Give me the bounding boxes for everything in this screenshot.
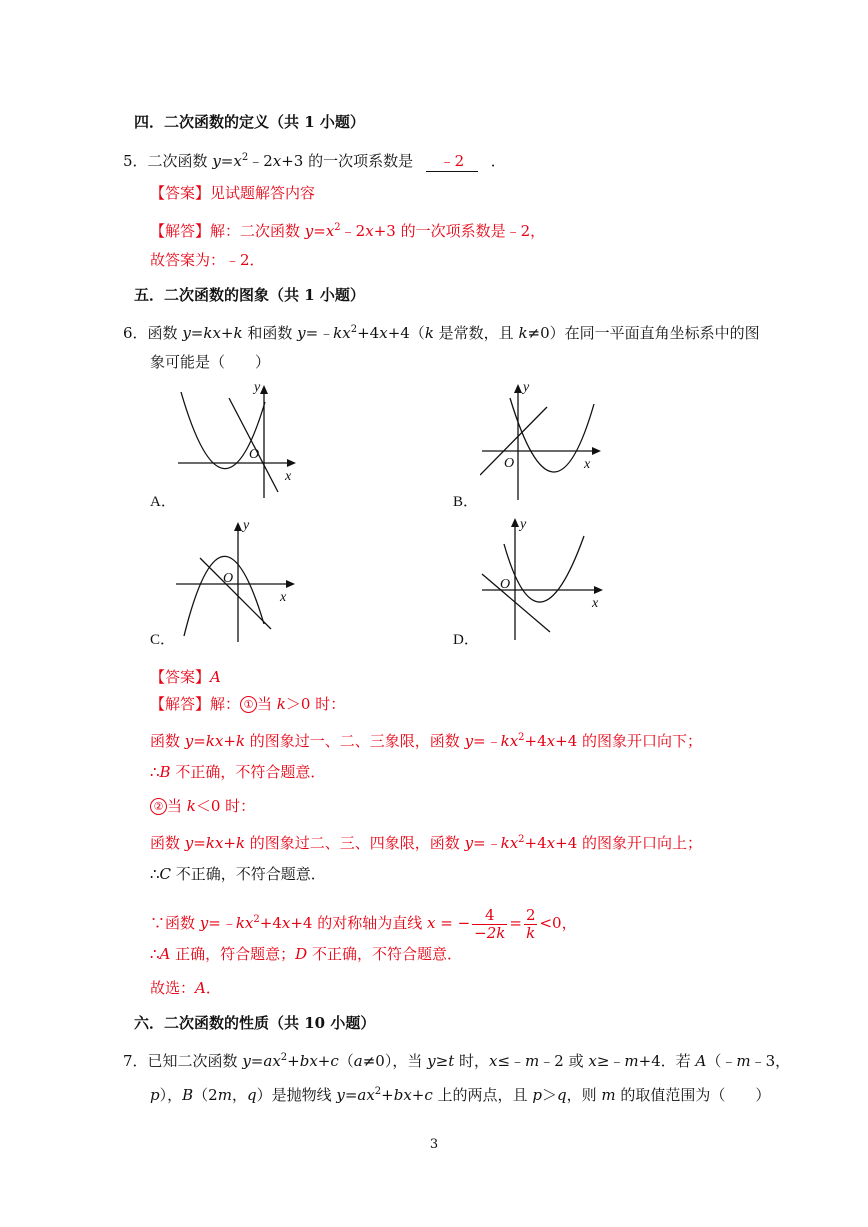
y-axis-label: y [520, 517, 527, 532]
text: 不正确，不符合题意． [307, 945, 462, 963]
x-axis-arrow [592, 447, 601, 455]
y-axis-arrow [511, 518, 519, 527]
text: 二次函数 [147, 152, 213, 170]
text: ∴ [150, 763, 160, 781]
graph-option-b [480, 378, 602, 502]
formula: +bx+c [381, 1086, 433, 1104]
solution-case-2 [150, 796, 255, 816]
solution-line-3 [150, 830, 702, 853]
text: ． [205, 979, 221, 997]
formula: +bx+c [287, 1052, 339, 1070]
question-5-stem [123, 148, 506, 172]
y-axis-label: y [523, 380, 530, 395]
variable: B [159, 763, 171, 781]
variable: k [186, 797, 196, 815]
text: 的图象过一、二、三象限，函数 [245, 732, 465, 750]
variable: y [427, 1052, 436, 1070]
option-b-label: B． [453, 494, 479, 510]
answer-line [150, 667, 221, 687]
solution-line-2 [150, 762, 325, 782]
section-heading-5: 五．二次函数的图象（共 1 小题） [134, 286, 365, 304]
formula: y=﹣kx [464, 834, 519, 852]
formula: y=ax [242, 1052, 281, 1070]
text: 故选： [150, 979, 196, 997]
page-number: 3 [429, 1137, 439, 1152]
origin-label: O [249, 447, 260, 462]
solution-line-4 [150, 864, 326, 884]
graph-option-c [174, 518, 298, 642]
text: +4 [357, 324, 380, 342]
variable: x [427, 914, 436, 932]
variable: C [159, 865, 172, 883]
answer-line: 【答案】见试题解答内容 [150, 184, 316, 202]
text: ， [231, 1086, 247, 1104]
text: 正确，符合题意； [170, 945, 296, 963]
exponent: 2 [374, 1086, 382, 1097]
text: 【解答】解：二次函数 [150, 222, 305, 240]
y-axis-arrow [260, 385, 268, 394]
variable: k [518, 324, 528, 342]
variable: x [588, 1052, 597, 1070]
straight-line [229, 398, 278, 492]
question-number: 5． [123, 152, 148, 170]
text: 不正确，不符合题意． [170, 763, 326, 781]
text: ，则 [566, 1086, 602, 1104]
text: 是常数，且 [433, 324, 519, 342]
variable: q [246, 1086, 257, 1104]
text: （2 [193, 1086, 218, 1104]
circled-number: ② [150, 798, 167, 815]
text: +3 的一次项系数是 [281, 152, 414, 170]
question-7-stem-line2 [150, 1082, 770, 1105]
conclusion-line: 故答案为：﹣2． [150, 251, 265, 269]
variable: p [150, 1086, 160, 1104]
exponent: 2 [518, 732, 525, 743]
question-6-stem-line2: 象可能是（ ） [150, 353, 271, 371]
text: ∴ [150, 865, 160, 883]
parabola [510, 398, 594, 472]
solution-line-7 [150, 978, 221, 998]
exponent: 2 [280, 1052, 288, 1063]
text: +4．若 [638, 1052, 696, 1070]
text: +4 [524, 732, 547, 750]
formula: y=kx+k [184, 834, 246, 852]
parabola [184, 556, 264, 636]
x-axis-label: x [592, 596, 599, 611]
text: +4 的对称轴为直线 [290, 914, 427, 932]
origin-label: O [223, 571, 234, 586]
text: = [509, 914, 522, 932]
denominator: −2k [474, 923, 506, 942]
text: ≥ [435, 1052, 449, 1070]
denominator: k [526, 923, 536, 942]
text: ＞ [541, 1086, 557, 1104]
straight-line [200, 558, 271, 629]
text: ﹣2 [340, 222, 366, 240]
formula: y=kx+k [184, 732, 246, 750]
text: ∴ [150, 945, 160, 963]
variable: m [217, 1086, 232, 1104]
text: ∵函数 [150, 914, 200, 932]
numerator: 2 [525, 905, 536, 924]
y-axis-arrow [234, 522, 242, 531]
question-6-stem-line1 [123, 320, 760, 343]
text: （ [338, 1052, 354, 1070]
x-axis-arrow [594, 586, 603, 594]
circled-number: ① [240, 696, 257, 713]
text: 已知二次函数 [147, 1052, 243, 1070]
numerator: 4 [472, 907, 507, 925]
formula: y=x [304, 222, 335, 240]
text: +4 的图象开口向下； [555, 732, 703, 750]
solution-line-5 [150, 898, 577, 942]
formula: y=kx+k [182, 324, 243, 342]
straight-line [482, 574, 550, 632]
origin-label: O [504, 456, 515, 471]
text: ≤﹣ [497, 1052, 526, 1070]
y-axis-arrow [514, 384, 522, 393]
text: 函数 [147, 324, 183, 342]
option-c-label: C． [150, 632, 176, 648]
text: +3 的一次项系数是﹣2， [373, 222, 546, 240]
text: +4 的图象开口向上； [555, 834, 703, 852]
text: 当 [167, 797, 187, 815]
variable: m [525, 1052, 540, 1070]
x-axis-label: x [584, 457, 591, 472]
text: 【答案】 [150, 668, 211, 686]
text: 当 [257, 695, 277, 713]
variable: B [182, 1086, 194, 1104]
fraction-2 [524, 907, 538, 942]
y-axis-label: y [243, 518, 250, 533]
solution-head [150, 694, 345, 714]
text: 和函数 [242, 324, 298, 342]
exponent: 2 [253, 914, 260, 925]
variable: x [546, 732, 556, 750]
variable: A [695, 1052, 707, 1070]
graph-option-a [172, 380, 300, 498]
x-axis-arrow [287, 459, 296, 467]
formula: y=﹣kx [199, 914, 254, 932]
answer-value: A [210, 668, 221, 686]
x-axis-label: x [285, 469, 292, 484]
variable: a [353, 1052, 363, 1070]
text: ＜0 时： [195, 797, 256, 815]
formula: y=﹣kx [297, 324, 351, 342]
variable: x [379, 324, 388, 342]
parabola [504, 536, 584, 602]
exponent: 2 [241, 152, 249, 163]
variable: m [624, 1052, 639, 1070]
section-heading-4: 四．二次函数的定义（共 1 小题） [134, 113, 365, 131]
variable: k [424, 324, 434, 342]
exponent: 2 [334, 222, 341, 233]
exponent: 2 [518, 834, 525, 845]
variable: x [272, 152, 282, 170]
text: <0， [539, 914, 577, 932]
text: 函数 [150, 732, 185, 750]
text: 的取值范围为（ ） [615, 1086, 771, 1104]
solution-line-1 [150, 728, 702, 751]
text: +4（ [387, 324, 425, 342]
variable: m [736, 1052, 751, 1070]
question-7-stem-line1 [123, 1048, 790, 1071]
x-axis-arrow [286, 580, 295, 588]
text: +4 [524, 834, 547, 852]
formula: y=x [212, 152, 242, 170]
exponent: 2 [350, 324, 358, 335]
variable: A [159, 945, 171, 963]
text: 不正确，不符合题意． [171, 865, 326, 883]
option-d-label: D． [453, 632, 479, 648]
text: （﹣ [706, 1052, 737, 1070]
solution-line-6 [150, 944, 462, 964]
text: 【解答】解： [150, 695, 241, 713]
text: ﹣2 或 [539, 1052, 589, 1070]
text: 时， [454, 1052, 489, 1070]
text: 函数 [150, 834, 185, 852]
x-axis-label: x [280, 590, 287, 605]
formula: y=ax [336, 1086, 375, 1104]
variable: x [365, 222, 374, 240]
origin-label: O [500, 577, 511, 592]
text: 上的两点，且 [432, 1086, 533, 1104]
variable: x [489, 1052, 498, 1070]
text: ﹣2 [248, 152, 273, 170]
text: ﹣3， [750, 1052, 791, 1070]
variable: x [281, 914, 291, 932]
answer-blank: ﹣2 [426, 151, 478, 172]
variable: p [532, 1086, 542, 1104]
question-number: 6． [123, 324, 148, 342]
graph-option-d [480, 514, 606, 642]
section-heading-6: 六．二次函数的性质（共 10 小题） [134, 1014, 376, 1032]
question-number: 7． [123, 1052, 148, 1070]
formula: y=﹣kx [464, 732, 519, 750]
variable: m [601, 1086, 616, 1104]
text: ≠0），当 [362, 1052, 428, 1070]
variable: t [448, 1052, 455, 1070]
text: 的图象过二、三、四象限，函数 [245, 834, 465, 852]
text: ）， [159, 1086, 183, 1104]
text: ）是抛物线 [256, 1086, 337, 1104]
variable: q [556, 1086, 567, 1104]
text: +4 [259, 914, 282, 932]
text: ≥﹣ [596, 1052, 625, 1070]
text: ． [490, 152, 506, 170]
variable: D [295, 945, 308, 963]
variable: x [546, 834, 556, 852]
variable: A [195, 979, 206, 997]
variable: k [276, 695, 286, 713]
option-a-label: A． [150, 494, 176, 510]
y-axis-label: y [254, 380, 261, 395]
solution-line [150, 218, 545, 241]
text: ≠0）在同一平面直角坐标系中的图 [527, 324, 760, 342]
text: = − [435, 914, 471, 932]
fraction-1 [472, 907, 507, 942]
text: ＞0 时： [285, 695, 346, 713]
